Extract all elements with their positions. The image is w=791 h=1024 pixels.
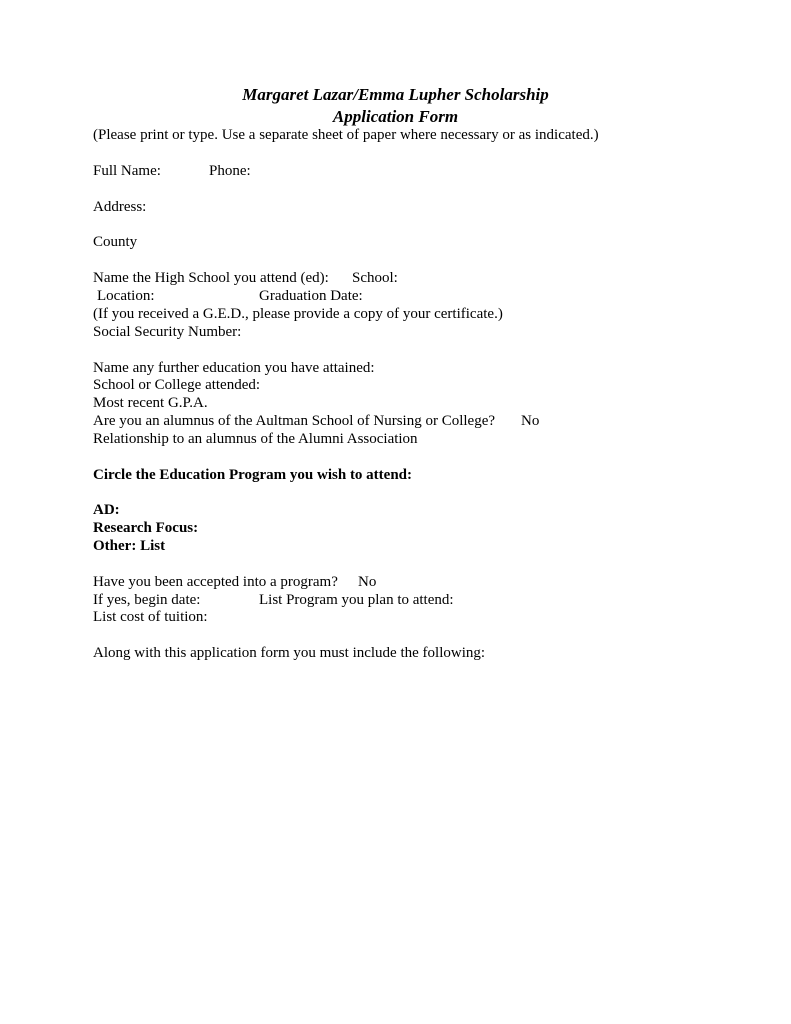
phone-label: Phone: <box>209 163 251 179</box>
school-college-label: School or College attended: <box>93 377 261 393</box>
alumnus-question: Are you an alumnus of the Aultman School of Nursing or College? <box>93 413 496 429</box>
relationship-label: Relationship to an alumnus of the Alumni Association <box>93 431 418 447</box>
ged-note: (If you received a G.E.D., please provide a copy of your certificate.) <box>93 306 503 322</box>
accepted-answer: No <box>358 574 377 590</box>
program-research-focus: Research Focus: <box>93 520 199 536</box>
form-subtitle: Application Form <box>332 107 459 126</box>
begin-date-label: If yes, begin date: <box>93 592 201 608</box>
circle-program-heading: Circle the Education Program you wish to attend: <box>93 467 413 483</box>
location-label: Location: <box>97 288 155 304</box>
gpa-label: Most recent G.P.A. <box>93 395 208 411</box>
form-instructions: (Please print or type. Use a separate sheet of paper where necessary or as indicated.) <box>93 127 599 143</box>
program-ad: AD: <box>93 502 120 518</box>
high-school-label: Name the High School you attend (ed): <box>93 270 329 286</box>
ssn-label: Social Security Number: <box>93 324 242 340</box>
accepted-question: Have you been accepted into a program? <box>93 574 338 590</box>
tuition-label: List cost of tuition: <box>93 609 208 625</box>
address-label: Address: <box>93 199 147 215</box>
program-other: Other: List <box>93 538 166 554</box>
county-label: County <box>93 234 138 250</box>
graduation-date-label: Graduation Date: <box>259 288 363 304</box>
full-name-label: Full Name: <box>93 163 161 179</box>
school-label: School: <box>352 270 398 286</box>
include-following-note: Along with this application form you must include the following: <box>93 645 486 661</box>
further-education-label: Name any further education you have attained: <box>93 360 375 376</box>
alumnus-answer: No <box>521 413 540 429</box>
form-title: Margaret Lazar/Emma Lupher Scholarship <box>242 85 549 104</box>
program-plan-label: List Program you plan to attend: <box>259 592 454 608</box>
